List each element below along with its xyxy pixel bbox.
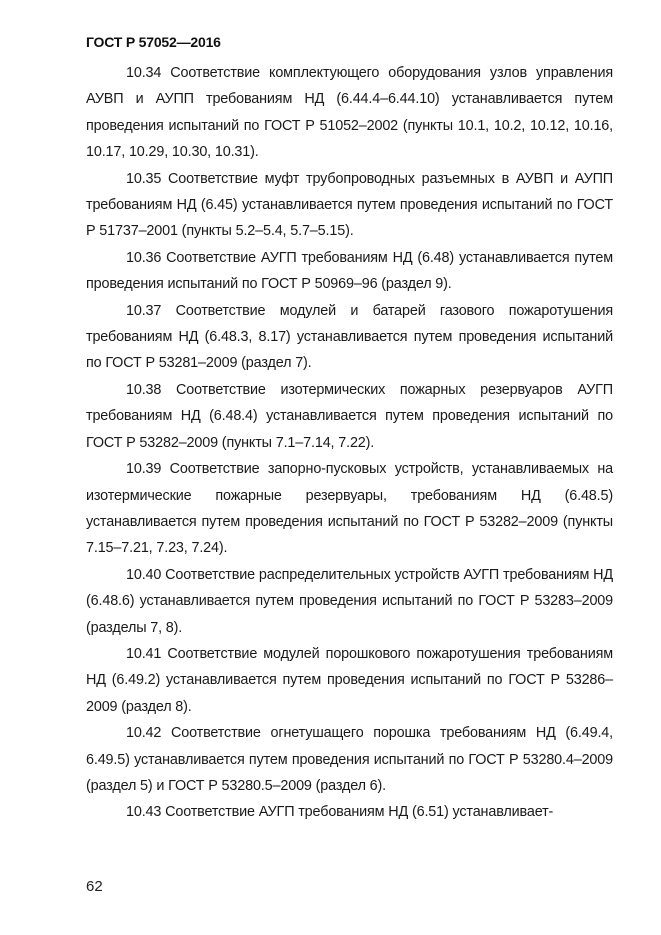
paragraph-10-39: 10.39 Соответствие запорно-пусковых устройств, устанавливаемых на изотермические пожарные резервуары, требованиям НД (6.48.5) устанавливается путем проведения испытаний по ГОСТ Р 53282–2009 (пункты 7.15–7.21, 7.23, 7.24).: [86, 461, 613, 557]
paragraph-10-42: 10.42 Соответствие огнетушащего порошка требованиям НД (6.49.4, 6.49.5) устанавливается путем проведения испытаний по ГОСТ Р 53280.4–2009 (раздел 5) и ГОСТ Р 53280.5–2009 (раздел 6).: [86, 725, 613, 794]
paragraph-10-43: 10.43 Соответствие АУГП требованиям НД (6.51) устанавливает-: [126, 804, 554, 821]
document-body: [86, 60, 613, 826]
paragraph-10-37: 10.37 Соответствие модулей и батарей газового пожаротушения требованиям НД (6.48.3, 8.17) устанавливается путем проведения испытаний по ГОСТ Р 53281–2009 (раздел 7).: [86, 302, 613, 372]
document-header: ГОСТ Р 57052—2016: [86, 34, 221, 50]
page-number: 62: [86, 878, 103, 895]
paragraph-10-41: 10.41 Соответствие модулей порошкового пожаротушения требованиям НД (6.49.2) устанавливается путем проведения испытаний по ГОСТ Р 53286–2009 (раздел 8).: [86, 645, 613, 715]
paragraph-10-35: 10.35 Соответствие муфт трубопроводных разъемных в АУВП и АУПП требованиям НД (6.45) устанавливается путем проведения испытаний по ГОСТ Р 51737–2001 (пункты 5.2–5.4, 5.7–5.15).: [86, 170, 613, 240]
paragraph-10-40: 10.40 Соответствие распределительных устройств АУГП требованиям НД (6.48.6) устанавливается путем проведения испытаний по ГОСТ Р 53283–2009 (разделы 7, 8).: [86, 566, 613, 636]
paragraph-10-38: 10.38 Соответствие изотермических пожарных резервуаров АУГП требованиям НД (6.48.4) устанавливается путем проведения испытаний по ГОСТ Р 53282–2009 (пункты 7.1–7.14, 7.22).: [86, 381, 613, 451]
paragraph-10-36: 10.36 Соответствие АУГП требованиям НД (6.48) устанавливается путем проведения испытаний по ГОСТ Р 50969–96 (раздел 9).: [86, 249, 613, 293]
paragraph-10-34: 10.34 Соответствие комплектующего оборудования узлов управления АУВП и АУПП требованиям НД (6.44.4–6.44.10) устанавливается путем проведения испытаний по ГОСТ Р 51052–2002 (пункты 10.1, 10.2, 10.12, 10.16, 10.17, 10.29, 10.30, 10.31).: [86, 65, 613, 161]
